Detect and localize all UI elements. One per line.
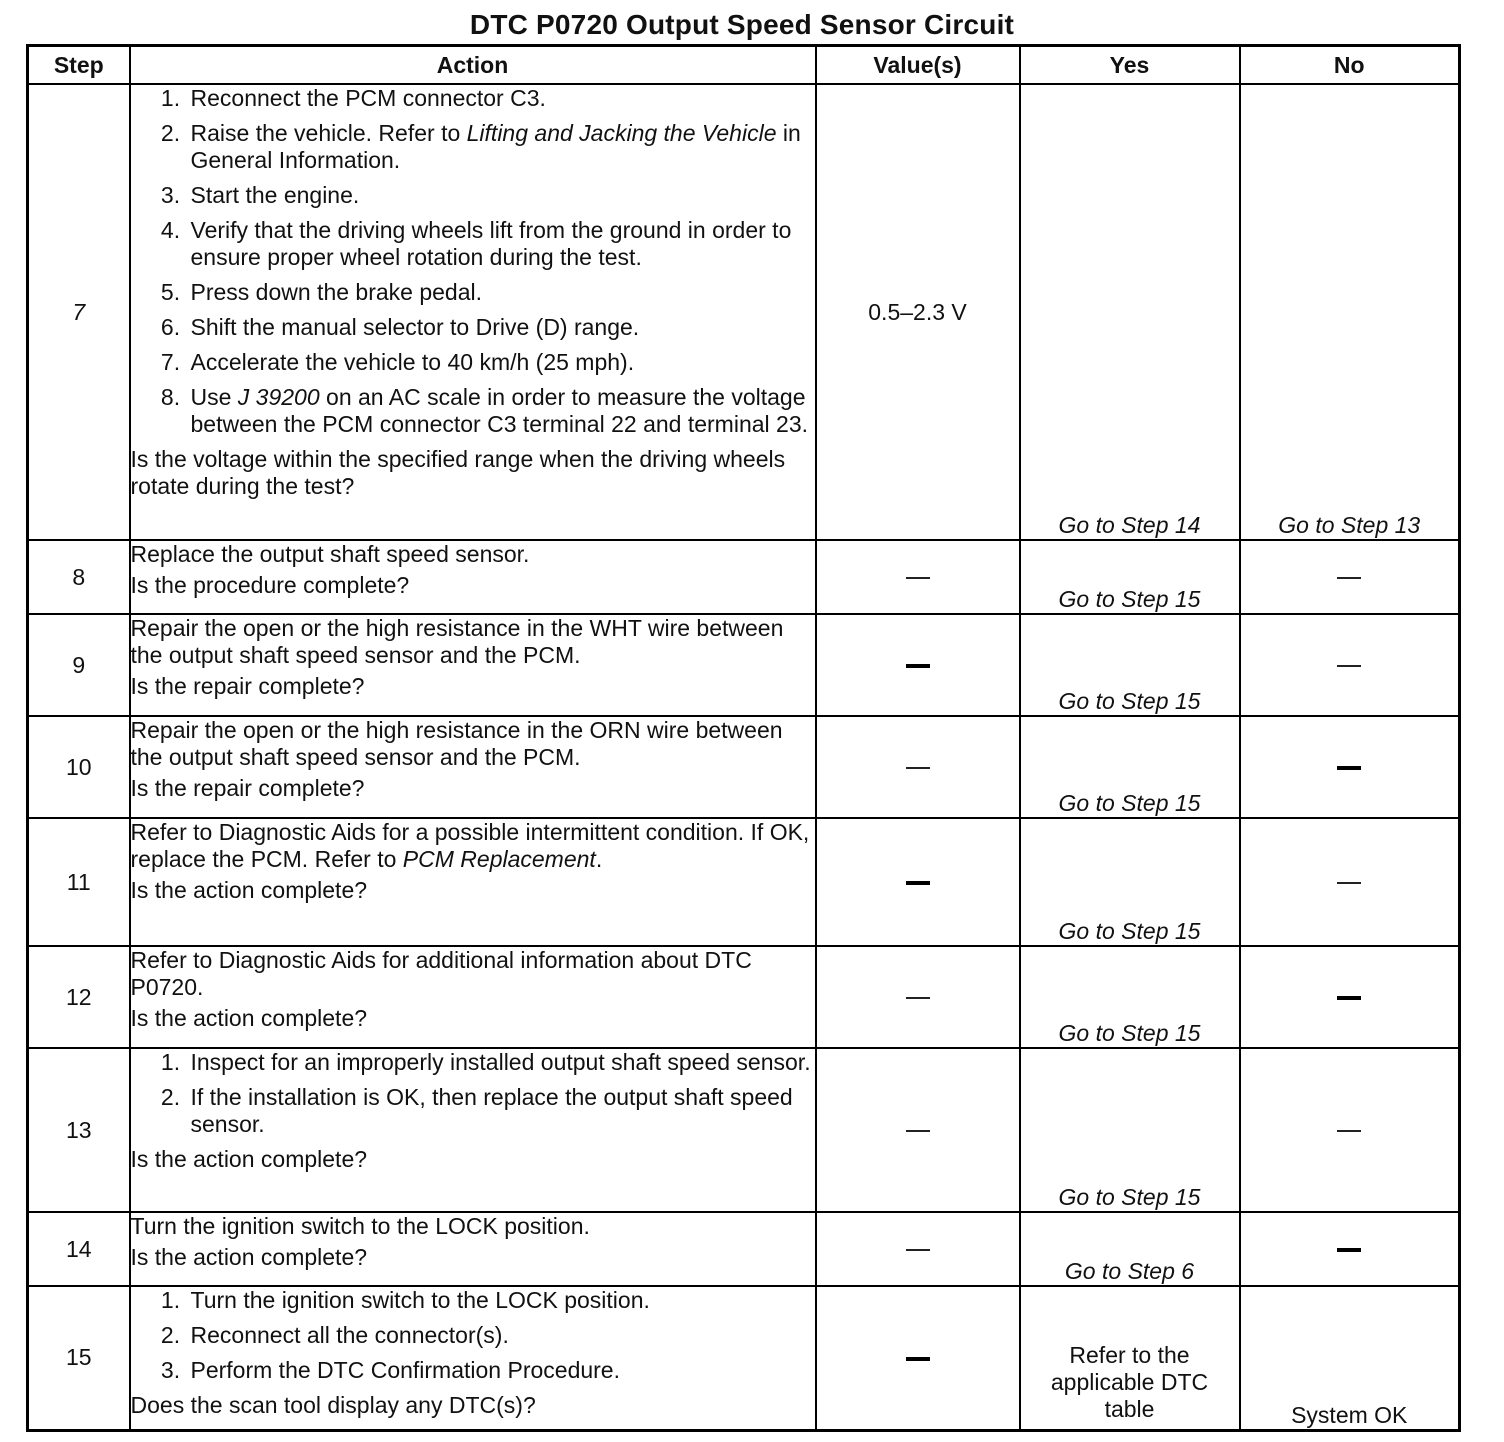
no-cell: Go to Step 13 <box>1240 84 1460 540</box>
action-question: Is the repair complete? <box>130 775 365 801</box>
no-cell <box>1240 946 1460 1048</box>
no-cell <box>1240 716 1460 818</box>
action-text: Replace the output shaft speed sensor. <box>130 541 530 567</box>
yes-cell: Go to Step 15 <box>1020 946 1240 1048</box>
list-item: 1. Reconnect the PCM connector C3. <box>187 85 815 112</box>
action-cell <box>130 540 816 614</box>
no-cell <box>1240 1048 1460 1212</box>
dash-icon <box>906 577 930 579</box>
step-number: 11 <box>28 818 130 946</box>
dash-icon <box>906 1130 930 1132</box>
table-row-step-14 <box>28 1212 1460 1286</box>
no-cell: System OK <box>1240 1286 1460 1430</box>
table-row-step-7 <box>28 84 1460 540</box>
yes-cell: Go to Step 15 <box>1020 818 1240 946</box>
list-item <box>187 384 815 438</box>
yes-cell: Go to Step 15 <box>1020 1048 1240 1212</box>
header-step: Step <box>28 46 130 85</box>
table-row-step-12 <box>28 946 1460 1048</box>
no-cell <box>1240 818 1460 946</box>
action-text: . <box>595 846 603 872</box>
table-row-step-15 <box>28 1286 1460 1430</box>
header-row <box>28 46 1460 85</box>
list-item: 6. Shift the manual selector to Drive (D) range. <box>187 314 815 341</box>
value-cell <box>816 614 1020 716</box>
action-question: Is the action complete? <box>130 877 368 903</box>
dash-icon <box>1337 1248 1361 1252</box>
action-cell <box>130 1048 816 1212</box>
action-list <box>131 1049 815 1138</box>
table-row-step-10 <box>28 716 1460 818</box>
action-cell <box>130 1212 816 1286</box>
action-list <box>131 85 815 438</box>
value-cell <box>816 1212 1020 1286</box>
value-cell <box>816 1048 1020 1212</box>
action-question: Is the procedure complete? <box>130 572 410 598</box>
dash-icon <box>906 767 930 769</box>
yes-cell: Go to Step 6 <box>1020 1212 1240 1286</box>
dash-icon <box>1337 1130 1361 1132</box>
value-cell <box>816 946 1020 1048</box>
dash-icon <box>1337 577 1361 579</box>
step-number: 12 <box>28 946 130 1048</box>
value-cell <box>816 716 1020 818</box>
step-number: 15 <box>28 1286 130 1430</box>
dash-icon <box>906 997 930 999</box>
value-cell <box>816 540 1020 614</box>
yes-cell: Go to Step 15 <box>1020 540 1240 614</box>
list-item: 3. Perform the DTC Confirmation Procedure. <box>187 1357 815 1384</box>
action-cell <box>130 716 816 818</box>
dash-icon <box>906 881 930 885</box>
dash-icon <box>906 664 930 668</box>
list-item: 7. Accelerate the vehicle to 40 km/h (25 mph). <box>187 349 815 376</box>
list-item: 1. Inspect for an improperly installed output shaft speed sensor. <box>187 1049 815 1076</box>
list-item: 3. Start the engine. <box>187 182 815 209</box>
header-no: No <box>1240 46 1460 85</box>
list-item-text: on an AC scale in order to measure the voltage between the PCM connector C3 terminal 22 and terminal 23. <box>190 384 808 437</box>
yes-cell: Go to Step 14 <box>1020 84 1240 540</box>
table-row-step-9 <box>28 614 1460 716</box>
no-cell <box>1240 614 1460 716</box>
action-text: Turn the ignition switch to the LOCK position. <box>130 1213 590 1239</box>
step-number: 10 <box>28 716 130 818</box>
step-number: 8 <box>28 540 130 614</box>
page-title: DTC P0720 Output Speed Sensor Circuit <box>469 9 1015 40</box>
table-row-step-8 <box>28 540 1460 614</box>
list-item-text: Use <box>190 384 238 410</box>
step-number: 9 <box>28 614 130 716</box>
value-cell: 0.5–2.3 V <box>816 84 1020 540</box>
no-cell <box>1240 540 1460 614</box>
action-cell <box>130 818 816 946</box>
diagnostic-table <box>26 44 1461 1432</box>
action-question: Is the voltage within the specified range when the driving wheels rotate during the test? <box>130 446 786 499</box>
dash-icon <box>1337 996 1361 1000</box>
step-number: 7 <box>28 84 130 540</box>
reference-link-text: PCM Replacement <box>402 846 596 872</box>
value-cell <box>816 1286 1020 1430</box>
no-cell <box>1240 1212 1460 1286</box>
action-cell <box>130 1286 816 1430</box>
action-question: Is the action complete? <box>130 1244 368 1270</box>
action-text: Refer to Diagnostic Aids for a possible intermittent condition. If OK, replace the PCM. Refer to <box>130 819 810 872</box>
reference-link-text: Lifting and Jacking the Vehicle <box>466 120 777 146</box>
dash-icon <box>1337 882 1361 884</box>
table-row-step-13 <box>28 1048 1460 1212</box>
step-number: 13 <box>28 1048 130 1212</box>
list-item-text: in General Information. <box>190 120 801 173</box>
action-question: Is the action complete? <box>130 1005 368 1031</box>
header-action: Action <box>130 46 816 85</box>
list-item: 5. Press down the brake pedal. <box>187 279 815 306</box>
list-item: 2. Reconnect all the connector(s). <box>187 1322 815 1349</box>
action-text: Refer to Diagnostic Aids for additional information about DTC P0720. <box>130 947 752 1000</box>
action-text: Repair the open or the high resistance in the WHT wire between the output shaft speed sensor and the PCM. <box>130 615 784 668</box>
action-question: Does the scan tool display any DTC(s)? <box>130 1392 536 1418</box>
yes-cell: Go to Step 15 <box>1020 614 1240 716</box>
action-text: Repair the open or the high resistance in the ORN wire between the output shaft speed sensor and the PCM. <box>130 717 783 770</box>
action-cell <box>130 614 816 716</box>
tool-reference: J 39200 <box>237 384 320 410</box>
dash-icon <box>906 1357 930 1361</box>
header-values: Value(s) <box>816 46 1020 85</box>
dash-icon <box>1337 665 1361 667</box>
list-item-text: Raise the vehicle. Refer to <box>190 120 467 146</box>
yes-cell: Go to Step 15 <box>1020 716 1240 818</box>
list-item <box>187 120 815 174</box>
step-number: 14 <box>28 1212 130 1286</box>
list-item: 4. Verify that the driving wheels lift from the ground in order to ensure proper wheel rotation during the test. <box>187 217 815 271</box>
table-row-step-11 <box>28 818 1460 946</box>
action-cell <box>130 84 816 540</box>
header-yes: Yes <box>1020 46 1240 85</box>
action-question: Is the repair complete? <box>130 673 365 699</box>
action-question: Is the action complete? <box>130 1146 368 1172</box>
action-list <box>131 1287 815 1384</box>
list-item: 2. If the installation is OK, then replace the output shaft speed sensor. <box>187 1084 815 1138</box>
list-item: 1. Turn the ignition switch to the LOCK position. <box>187 1287 815 1314</box>
action-cell <box>130 946 816 1048</box>
dash-icon <box>1337 766 1361 770</box>
value-cell <box>816 818 1020 946</box>
yes-cell: Refer to the applicable DTC table <box>1020 1286 1240 1430</box>
dash-icon <box>906 1249 930 1251</box>
